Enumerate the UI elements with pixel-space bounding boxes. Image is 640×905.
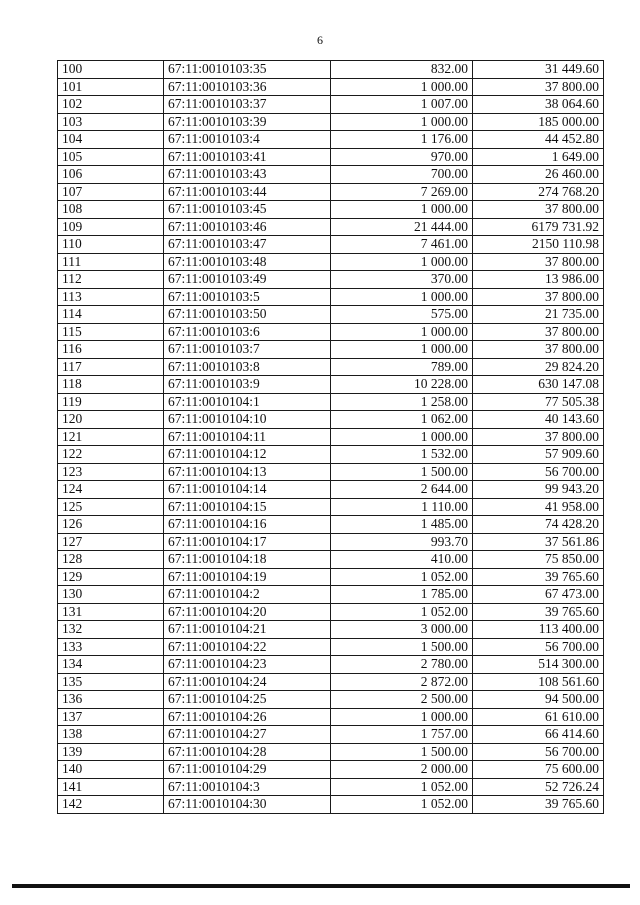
row-number-cell: 122 xyxy=(58,446,164,464)
cadastral-number-cell: 67:11:0010103:48 xyxy=(164,253,331,271)
cadastral-number-cell: 67:11:0010103:5 xyxy=(164,288,331,306)
area-cell: 7 269.00 xyxy=(331,183,473,201)
table-row xyxy=(58,743,604,761)
area-cell: 789.00 xyxy=(331,358,473,376)
table-row xyxy=(58,796,604,814)
area-cell: 970.00 xyxy=(331,148,473,166)
cadastral-number-cell: 67:11:0010104:30 xyxy=(164,796,331,814)
table-row xyxy=(58,516,604,534)
cadastral-value-cell: 66 414.60 xyxy=(473,726,604,744)
area-cell: 2 872.00 xyxy=(331,673,473,691)
cadastral-number-cell: 67:11:0010104:26 xyxy=(164,708,331,726)
cadastral-number-cell: 67:11:0010104:25 xyxy=(164,691,331,709)
table-row xyxy=(58,183,604,201)
cadastral-number-cell: 67:11:0010104:18 xyxy=(164,551,331,569)
cadastral-number-cell: 67:11:0010103:7 xyxy=(164,341,331,359)
table-body xyxy=(58,61,604,814)
cadastral-number-cell: 67:11:0010104:19 xyxy=(164,568,331,586)
table-row xyxy=(58,481,604,499)
cadastral-value-cell: 37 800.00 xyxy=(473,78,604,96)
area-cell: 1 000.00 xyxy=(331,428,473,446)
table-row xyxy=(58,673,604,691)
table-row xyxy=(58,341,604,359)
table-row xyxy=(58,778,604,796)
area-cell: 410.00 xyxy=(331,551,473,569)
cadastral-value-cell: 13 986.00 xyxy=(473,271,604,289)
cadastral-number-cell: 67:11:0010104:2 xyxy=(164,586,331,604)
row-number-cell: 142 xyxy=(58,796,164,814)
cadastral-number-cell: 67:11:0010103:49 xyxy=(164,271,331,289)
cadastral-value-cell: 514 300.00 xyxy=(473,656,604,674)
table-row xyxy=(58,271,604,289)
row-number-cell: 130 xyxy=(58,586,164,604)
area-cell: 1 757.00 xyxy=(331,726,473,744)
cadastral-value-cell: 37 800.00 xyxy=(473,201,604,219)
table-row xyxy=(58,533,604,551)
cadastral-number-cell: 67:11:0010103:8 xyxy=(164,358,331,376)
area-cell: 3 000.00 xyxy=(331,621,473,639)
area-cell: 2 000.00 xyxy=(331,761,473,779)
cadastral-number-cell: 67:11:0010103:9 xyxy=(164,376,331,394)
cadastral-number-cell: 67:11:0010104:14 xyxy=(164,481,331,499)
cadastral-number-cell: 67:11:0010104:12 xyxy=(164,446,331,464)
cadastral-number-cell: 67:11:0010104:20 xyxy=(164,603,331,621)
cadastral-number-cell: 67:11:0010104:27 xyxy=(164,726,331,744)
row-number-cell: 137 xyxy=(58,708,164,726)
cadastral-value-cell: 74 428.20 xyxy=(473,516,604,534)
cadastral-number-cell: 67:11:0010103:36 xyxy=(164,78,331,96)
cadastral-value-cell: 99 943.20 xyxy=(473,481,604,499)
area-cell: 1 052.00 xyxy=(331,603,473,621)
cadastral-number-cell: 67:11:0010104:15 xyxy=(164,498,331,516)
cadastral-value-cell: 26 460.00 xyxy=(473,166,604,184)
cadastral-number-cell: 67:11:0010104:13 xyxy=(164,463,331,481)
cadastral-value-cell: 56 700.00 xyxy=(473,638,604,656)
table-row xyxy=(58,131,604,149)
cadastral-value-cell: 56 700.00 xyxy=(473,463,604,481)
table-row xyxy=(58,306,604,324)
table-row xyxy=(58,428,604,446)
row-number-cell: 124 xyxy=(58,481,164,499)
area-cell: 2 780.00 xyxy=(331,656,473,674)
area-cell: 2 500.00 xyxy=(331,691,473,709)
table-row xyxy=(58,586,604,604)
cadastral-number-cell: 67:11:0010104:11 xyxy=(164,428,331,446)
cadastral-value-cell: 31 449.60 xyxy=(473,61,604,79)
cadastral-value-cell: 108 561.60 xyxy=(473,673,604,691)
area-cell: 1 000.00 xyxy=(331,341,473,359)
cadastral-value-cell: 39 765.60 xyxy=(473,603,604,621)
area-cell: 370.00 xyxy=(331,271,473,289)
cadastral-value-cell: 1 649.00 xyxy=(473,148,604,166)
area-cell: 1 500.00 xyxy=(331,743,473,761)
row-number-cell: 129 xyxy=(58,568,164,586)
table-row xyxy=(58,656,604,674)
cadastral-value-cell: 113 400.00 xyxy=(473,621,604,639)
table-row xyxy=(58,113,604,131)
cadastral-number-cell: 67:11:0010103:46 xyxy=(164,218,331,236)
area-cell: 1 258.00 xyxy=(331,393,473,411)
area-cell: 1 052.00 xyxy=(331,568,473,586)
area-cell: 10 228.00 xyxy=(331,376,473,394)
cadastral-number-cell: 67:11:0010104:28 xyxy=(164,743,331,761)
cadastral-value-cell: 29 824.20 xyxy=(473,358,604,376)
cadastral-value-cell: 37 561.86 xyxy=(473,533,604,551)
cadastral-number-cell: 67:11:0010103:39 xyxy=(164,113,331,131)
cadastral-value-cell: 21 735.00 xyxy=(473,306,604,324)
area-cell: 21 444.00 xyxy=(331,218,473,236)
cadastral-value-cell: 6179 731.92 xyxy=(473,218,604,236)
table-row xyxy=(58,463,604,481)
row-number-cell: 119 xyxy=(58,393,164,411)
table-row xyxy=(58,498,604,516)
area-cell: 1 000.00 xyxy=(331,288,473,306)
cadastral-number-cell: 67:11:0010104:29 xyxy=(164,761,331,779)
row-number-cell: 104 xyxy=(58,131,164,149)
table-row xyxy=(58,253,604,271)
cadastral-number-cell: 67:11:0010103:37 xyxy=(164,96,331,114)
cadastral-value-cell: 44 452.80 xyxy=(473,131,604,149)
row-number-cell: 108 xyxy=(58,201,164,219)
row-number-cell: 117 xyxy=(58,358,164,376)
area-cell: 1 785.00 xyxy=(331,586,473,604)
area-cell: 575.00 xyxy=(331,306,473,324)
row-number-cell: 141 xyxy=(58,778,164,796)
area-cell: 2 644.00 xyxy=(331,481,473,499)
table-row xyxy=(58,376,604,394)
area-cell: 1 500.00 xyxy=(331,638,473,656)
row-number-cell: 103 xyxy=(58,113,164,131)
cadastral-value-cell: 37 800.00 xyxy=(473,253,604,271)
table-row xyxy=(58,78,604,96)
footer-divider xyxy=(12,884,630,888)
row-number-cell: 126 xyxy=(58,516,164,534)
area-cell: 1 000.00 xyxy=(331,708,473,726)
cadastral-value-cell: 2150 110.98 xyxy=(473,236,604,254)
cadastral-value-cell: 75 600.00 xyxy=(473,761,604,779)
table-row xyxy=(58,148,604,166)
page-number: 6 xyxy=(317,33,323,47)
table-row xyxy=(58,603,604,621)
area-cell: 1 000.00 xyxy=(331,323,473,341)
table-row xyxy=(58,691,604,709)
cadastral-value-cell: 39 765.60 xyxy=(473,796,604,814)
cadastral-number-cell: 67:11:0010104:1 xyxy=(164,393,331,411)
cadastral-value-cell: 630 147.08 xyxy=(473,376,604,394)
table-row xyxy=(58,761,604,779)
cadastral-value-cell: 37 800.00 xyxy=(473,288,604,306)
cadastral-number-cell: 67:11:0010103:35 xyxy=(164,61,331,79)
table-row xyxy=(58,323,604,341)
row-number-cell: 131 xyxy=(58,603,164,621)
cadastral-value-cell: 56 700.00 xyxy=(473,743,604,761)
row-number-cell: 105 xyxy=(58,148,164,166)
table-row xyxy=(58,446,604,464)
cadastral-value-cell: 37 800.00 xyxy=(473,428,604,446)
cadastral-number-cell: 67:11:0010104:16 xyxy=(164,516,331,534)
row-number-cell: 140 xyxy=(58,761,164,779)
table-row xyxy=(58,61,604,79)
cadastral-number-cell: 67:11:0010104:24 xyxy=(164,673,331,691)
area-cell: 1 000.00 xyxy=(331,113,473,131)
row-number-cell: 121 xyxy=(58,428,164,446)
cadastral-number-cell: 67:11:0010103:47 xyxy=(164,236,331,254)
cadastral-value-cell: 37 800.00 xyxy=(473,341,604,359)
cadastral-value-cell: 41 958.00 xyxy=(473,498,604,516)
row-number-cell: 114 xyxy=(58,306,164,324)
table-row xyxy=(58,551,604,569)
row-number-cell: 112 xyxy=(58,271,164,289)
area-cell: 1 110.00 xyxy=(331,498,473,516)
cadastral-value-cell: 38 064.60 xyxy=(473,96,604,114)
row-number-cell: 118 xyxy=(58,376,164,394)
area-cell: 1 007.00 xyxy=(331,96,473,114)
row-number-cell: 116 xyxy=(58,341,164,359)
row-number-cell: 102 xyxy=(58,96,164,114)
row-number-cell: 134 xyxy=(58,656,164,674)
cadastral-value-cell: 75 850.00 xyxy=(473,551,604,569)
cadastral-number-cell: 67:11:0010104:17 xyxy=(164,533,331,551)
row-number-cell: 110 xyxy=(58,236,164,254)
cadastral-number-cell: 67:11:0010104:22 xyxy=(164,638,331,656)
row-number-cell: 133 xyxy=(58,638,164,656)
row-number-cell: 115 xyxy=(58,323,164,341)
area-cell: 1 532.00 xyxy=(331,446,473,464)
cadastral-value-cell: 57 909.60 xyxy=(473,446,604,464)
area-cell: 832.00 xyxy=(331,61,473,79)
area-cell: 1 000.00 xyxy=(331,201,473,219)
row-number-cell: 113 xyxy=(58,288,164,306)
table-row xyxy=(58,393,604,411)
row-number-cell: 139 xyxy=(58,743,164,761)
row-number-cell: 127 xyxy=(58,533,164,551)
row-number-cell: 107 xyxy=(58,183,164,201)
table-row xyxy=(58,411,604,429)
area-cell: 1 000.00 xyxy=(331,253,473,271)
land-plot-table xyxy=(57,60,604,814)
area-cell: 993.70 xyxy=(331,533,473,551)
cadastral-value-cell: 40 143.60 xyxy=(473,411,604,429)
area-cell: 1 062.00 xyxy=(331,411,473,429)
table-row xyxy=(58,621,604,639)
cadastral-value-cell: 185 000.00 xyxy=(473,113,604,131)
cadastral-number-cell: 67:11:0010104:10 xyxy=(164,411,331,429)
cadastral-value-cell: 67 473.00 xyxy=(473,586,604,604)
table-row xyxy=(58,96,604,114)
cadastral-number-cell: 67:11:0010103:45 xyxy=(164,201,331,219)
row-number-cell: 123 xyxy=(58,463,164,481)
cadastral-number-cell: 67:11:0010103:43 xyxy=(164,166,331,184)
row-number-cell: 106 xyxy=(58,166,164,184)
table-row xyxy=(58,201,604,219)
row-number-cell: 111 xyxy=(58,253,164,271)
area-cell: 1 500.00 xyxy=(331,463,473,481)
cadastral-value-cell: 94 500.00 xyxy=(473,691,604,709)
table-row xyxy=(58,638,604,656)
table-row xyxy=(58,726,604,744)
row-number-cell: 128 xyxy=(58,551,164,569)
area-cell: 1 176.00 xyxy=(331,131,473,149)
table-row xyxy=(58,166,604,184)
table-row xyxy=(58,358,604,376)
cadastral-number-cell: 67:11:0010103:50 xyxy=(164,306,331,324)
area-cell: 1 000.00 xyxy=(331,78,473,96)
table-row xyxy=(58,218,604,236)
row-number-cell: 109 xyxy=(58,218,164,236)
row-number-cell: 135 xyxy=(58,673,164,691)
table-row xyxy=(58,568,604,586)
table-row xyxy=(58,236,604,254)
cadastral-value-cell: 61 610.00 xyxy=(473,708,604,726)
area-cell: 7 461.00 xyxy=(331,236,473,254)
row-number-cell: 136 xyxy=(58,691,164,709)
row-number-cell: 138 xyxy=(58,726,164,744)
area-cell: 1 052.00 xyxy=(331,796,473,814)
cadastral-value-cell: 37 800.00 xyxy=(473,323,604,341)
area-cell: 1 052.00 xyxy=(331,778,473,796)
area-cell: 700.00 xyxy=(331,166,473,184)
cadastral-number-cell: 67:11:0010103:6 xyxy=(164,323,331,341)
row-number-cell: 132 xyxy=(58,621,164,639)
area-cell: 1 485.00 xyxy=(331,516,473,534)
cadastral-number-cell: 67:11:0010103:41 xyxy=(164,148,331,166)
cadastral-number-cell: 67:11:0010104:23 xyxy=(164,656,331,674)
cadastral-value-cell: 52 726.24 xyxy=(473,778,604,796)
cadastral-number-cell: 67:11:0010103:4 xyxy=(164,131,331,149)
row-number-cell: 125 xyxy=(58,498,164,516)
cadastral-number-cell: 67:11:0010104:21 xyxy=(164,621,331,639)
row-number-cell: 100 xyxy=(58,61,164,79)
table-row xyxy=(58,288,604,306)
cadastral-value-cell: 77 505.38 xyxy=(473,393,604,411)
row-number-cell: 101 xyxy=(58,78,164,96)
cadastral-number-cell: 67:11:0010103:44 xyxy=(164,183,331,201)
cadastral-value-cell: 39 765.60 xyxy=(473,568,604,586)
row-number-cell: 120 xyxy=(58,411,164,429)
cadastral-number-cell: 67:11:0010104:3 xyxy=(164,778,331,796)
cadastral-value-cell: 274 768.20 xyxy=(473,183,604,201)
table-row xyxy=(58,708,604,726)
